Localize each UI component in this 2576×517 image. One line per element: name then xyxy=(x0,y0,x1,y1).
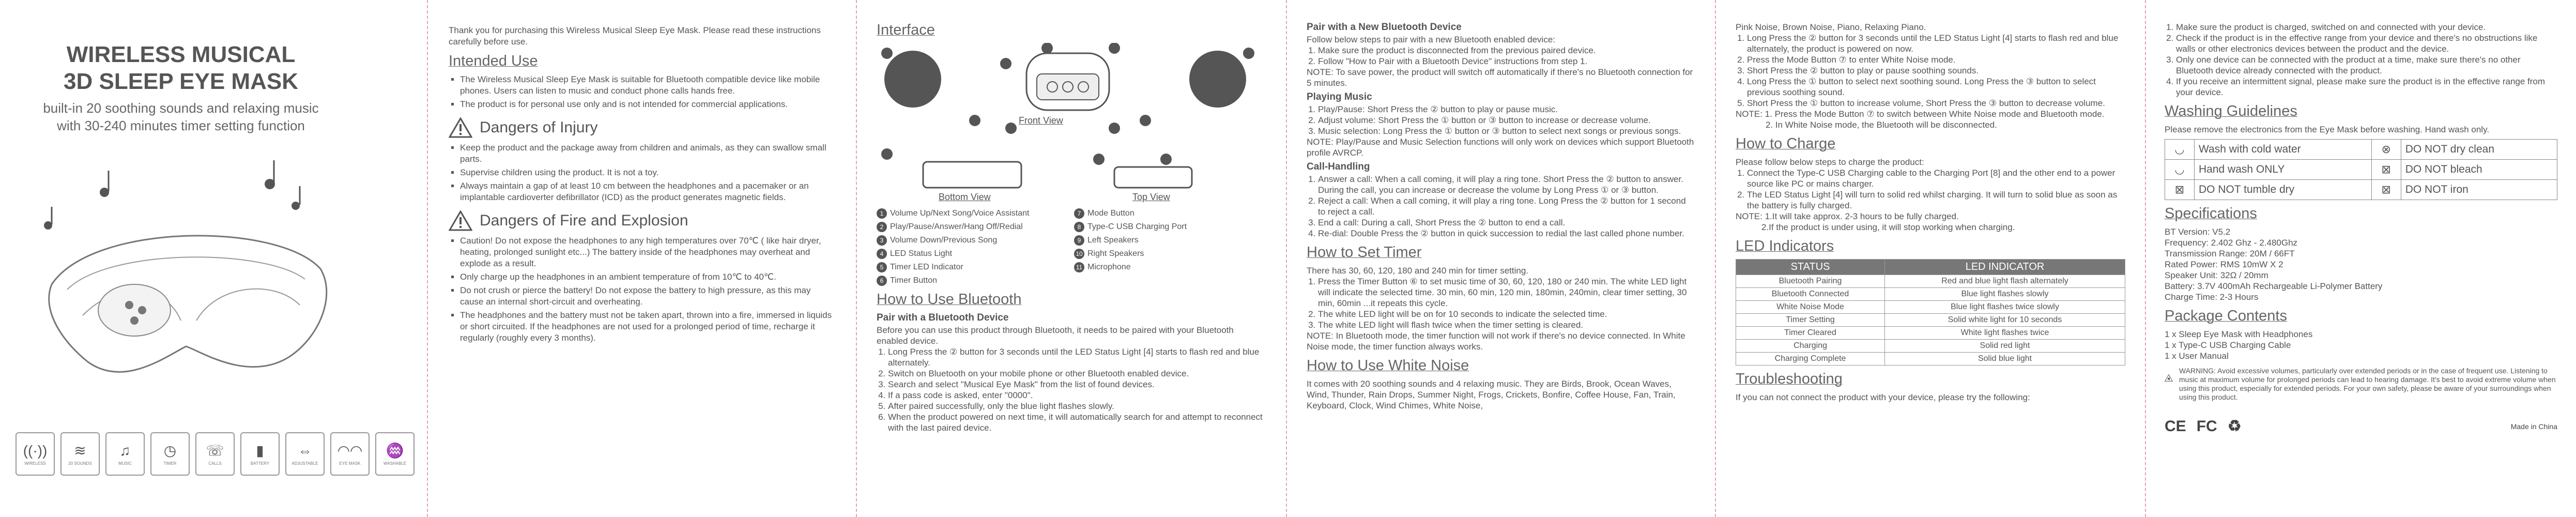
operation-panel xyxy=(1287,0,1716,517)
table-row xyxy=(1736,314,2125,327)
fire-title: Dangers of Fire and Explosion xyxy=(480,212,688,229)
legend-text: Play/Pause/Answer/Hang Off/Redial xyxy=(890,222,1023,231)
table-row xyxy=(2165,180,2557,200)
table-row xyxy=(1736,301,2125,314)
table-cell: White Noise Mode xyxy=(1736,301,1885,314)
front-view-label: Front View xyxy=(1019,115,1063,126)
list-item: 5. Short Press the ① button to increase volume, Short Press the ③ button to decrease volume. xyxy=(1747,98,2125,109)
list-item: 3. Only one device can be connected with the product at a time, make sure there's no other Bluetooth device already connected with the product. xyxy=(2176,54,2557,76)
legend-text: LED Status Light xyxy=(890,249,953,258)
legend-number: 11 xyxy=(1074,262,1084,272)
playing-steps xyxy=(1307,104,1695,136)
table-header-row xyxy=(1736,260,2125,275)
intended-use-list xyxy=(449,74,835,110)
table-cell: Bluetooth Pairing xyxy=(1736,275,1885,288)
timer-heading: How to Set Timer xyxy=(1307,244,1422,261)
led-heading: LED Indicators xyxy=(1736,238,1834,254)
list-item: ▪ Do not crush or pierce the battery! Do not expose the battery to high pressure, as this may cause an internal short-circuit and overheating. xyxy=(460,285,835,308)
icon-glyph: ≋ xyxy=(74,443,86,459)
table-cell: DO NOT tumble dry xyxy=(2195,180,2372,200)
icon-glyph: ◠◠ xyxy=(337,443,363,459)
package-list xyxy=(2165,329,2557,361)
legend-item xyxy=(877,276,1069,286)
icon-label: ADJUSTABLE xyxy=(292,461,318,466)
timer-intro: There has 30, 60, 120, 180 and 240 min for timer setting. xyxy=(1307,266,1529,276)
list-item: 1. Answer a call: When a call coming, it will play a ring tone. Short Press the ② button to answer. During the call, you can increase or decrease the volume by Long Press ① or ③ button. xyxy=(1318,174,1695,195)
specs-panel xyxy=(2146,0,2576,517)
list-item: 4. If you receive an intermittent signal, please make sure the product is in the effective range from your device. xyxy=(2176,76,2557,98)
new-pair-intro: Follow below steps to pair with a new Bluetooth enabled device: xyxy=(1307,35,1556,44)
spec-line: Rated Power: RMS 10mW X 2 xyxy=(2165,260,2283,269)
hearing-warning xyxy=(2165,367,2557,402)
package-heading: Package Contents xyxy=(2165,308,2287,324)
legend-text: Microphone xyxy=(1087,263,1131,271)
safety-panel xyxy=(428,0,857,517)
legend-text: Type-C USB Charging Port xyxy=(1087,222,1187,231)
troubleshooting-intro: If you can not connect the product with your device, please try the following: xyxy=(1736,392,2030,402)
troubleshooting-heading: Troubleshooting xyxy=(1736,371,1843,387)
list-item: 2. Follow "How to Pair with a Bluetooth Device" instructions from step 1. xyxy=(1318,56,1695,67)
noise-steps xyxy=(1736,33,2125,109)
cover-panel xyxy=(0,0,428,517)
new-pair-note: NOTE: To save power, the product will switch off automatically if there's no Bluetooth connection for 5 minutes. xyxy=(1307,67,1693,88)
table-row xyxy=(1736,288,2125,301)
adjustable-icon xyxy=(285,432,325,476)
legend-text: Volume Down/Previous Song xyxy=(890,236,998,245)
noise-cont-text: Pink Noise, Brown Noise, Piano, Relaxing Piano. xyxy=(1736,22,1926,32)
legend-number: 10 xyxy=(1074,249,1084,259)
top-view-label: Top View xyxy=(1132,192,1170,202)
list-item: 2. Press the Mode Button ⑦ to enter White Noise mode. xyxy=(1747,54,2125,65)
certification-marks xyxy=(2165,417,2557,435)
legend-number: 4 xyxy=(877,249,887,259)
list-item: ▪ Keep the product and the package away from children and animals, as they can swallow small parts. xyxy=(460,142,835,165)
playing-note: NOTE: Play/Pause and Music Selection functions will only work on devices which support Bluetooth profile AVRCP. xyxy=(1307,137,1694,158)
warning-triangle-icon xyxy=(449,210,472,231)
charge-note-2: 2.If the product is under using, it will stop working when charging. xyxy=(1761,222,2015,232)
table-cell: Solid blue light xyxy=(1885,353,2125,366)
icon-label: BATTERY xyxy=(250,461,270,466)
intended-use-heading: Intended Use xyxy=(449,53,538,69)
spec-line: BT Version: V5.2 xyxy=(2165,227,2231,237)
white-noise-heading: How to Use White Noise xyxy=(1307,357,1469,374)
spec-line: Speaker Unit: 32Ω / 20mm xyxy=(2165,270,2268,280)
list-item: ▪ Supervise children using the product. It is not a toy. xyxy=(460,167,835,178)
list-item: ▪ Only charge up the headphones in an ambient temperature of from 10℃ to 40℃. xyxy=(460,271,835,283)
list-item: 1. Make sure the product is disconnected from the previous paired device. xyxy=(1318,45,1695,56)
led-table xyxy=(1736,259,2125,366)
table-cell: Solid white light for 10 seconds xyxy=(1885,314,2125,327)
table-cell: Wash with cold water xyxy=(2195,140,2372,160)
timer-icon xyxy=(150,432,190,476)
pair-steps xyxy=(877,346,1266,433)
table-row xyxy=(1736,275,2125,288)
device-diagram-svg xyxy=(877,43,1267,250)
made-in-label: Made in China xyxy=(2510,422,2557,431)
icon-glyph: ♒ xyxy=(386,443,404,459)
legend-item xyxy=(1074,262,1266,272)
intro-text: Thank you for purchasing this Wireless Musical Sleep Eye Mask. Please read these instructions carefully before use. xyxy=(449,25,821,47)
icon-label: WIRELESS xyxy=(24,461,46,466)
injury-title: Dangers of Injury xyxy=(480,119,598,136)
status-header: STATUS xyxy=(1736,260,1885,275)
table-cell: Charging Complete xyxy=(1736,353,1885,366)
table-cell: DO NOT iron xyxy=(2401,180,2557,200)
legend-text: Mode Button xyxy=(1087,209,1134,218)
no-dry-clean-icon: ⊗ xyxy=(2371,140,2401,160)
list-item: 3. Short Press the ② button to play or pause soothing sounds. xyxy=(1747,65,2125,76)
eye-mask-illustration xyxy=(31,150,341,419)
package-line: 1 x Type-C USB Charging Cable xyxy=(2165,340,2291,350)
music-icon xyxy=(105,432,145,476)
warning-triangle-icon xyxy=(449,117,472,138)
new-pair-heading: Pair with a New Bluetooth Device xyxy=(1307,22,1462,33)
list-item: ▪ The headphones and the battery must not be taken apart, thrown into a fire, immersed in liquids or short circuited. If the headphones are not used for a prolonged period of time, recharge it regularly (roughly every 3 months). xyxy=(460,310,835,344)
table-row xyxy=(1736,327,2125,340)
table-cell: Hand wash ONLY xyxy=(2195,160,2372,180)
table-row xyxy=(2165,160,2557,180)
specs-heading: Specifications xyxy=(2165,205,2257,222)
legend-item xyxy=(877,262,1069,272)
table-cell: Red and blue light flash alternately xyxy=(1885,275,2125,288)
table-cell: Timer Setting xyxy=(1736,314,1885,327)
call-heading: Call-Handling xyxy=(1307,161,1370,172)
new-pair-steps xyxy=(1307,45,1695,67)
table-row xyxy=(2165,140,2557,160)
indicator-header: LED INDICATOR xyxy=(1885,260,2125,275)
white-noise-text: It comes with 20 soothing sounds and 4 relaxing music. They are Birds, Brook, Ocean Waves, Wind, Thunder, Rain Drops, Summer Night, Frogs, Crickets, Bonfire, Coffee House, Fan, Train, Keyboard, Clock, Wind Chimes, White Noise, xyxy=(1307,379,1676,410)
legend-number: 8 xyxy=(1074,222,1084,232)
hand-wash-icon: ◡ xyxy=(2165,160,2195,180)
legend-text: Left Speakers xyxy=(1087,236,1139,245)
subtitle-line2: with 30-240 minutes timer setting function xyxy=(57,118,305,133)
injury-list xyxy=(449,142,835,203)
sounds-icon xyxy=(60,432,100,476)
package-line: 1 x Sleep Eye Mask with Headphones xyxy=(2165,329,2313,339)
charge-intro: Please follow below steps to charge the product: xyxy=(1736,157,1924,167)
list-item: 1. Play/Pause: Short Press the ② button to play or pause music. xyxy=(1318,104,1695,115)
recycle-icon: ♻ xyxy=(2227,418,2242,435)
icon-label: MUSIC xyxy=(118,461,132,466)
wireless-icon xyxy=(16,432,55,476)
list-item: 2. The white LED light will be on for 10 seconds to indicate the selected time. xyxy=(1318,309,1695,320)
troubleshooting-steps xyxy=(2165,22,2557,98)
charge-note-1: NOTE: 1.It will take approx. 2-3 hours to be fully charged. xyxy=(1736,211,1959,221)
list-item: ▪ Always maintain a gap of at least 10 cm between the headphones and a pacemaker or an implantable cardioverter defibrillator (ICD) as the product generates magnetic fields. xyxy=(460,180,835,203)
specs-list xyxy=(2165,226,2557,302)
list-item: 2. Reject a call: When a call coming, it will play a ring tone. Long Press the ② button for 1 second to reject a call. xyxy=(1318,195,1695,217)
spec-line: Transmission Range: 20M / 66FT xyxy=(2165,249,2295,258)
icon-label: WASHABLE xyxy=(383,461,407,466)
list-item: ▪ Caution! Do not expose the headphones to any high temperatures over 70℃ ( like hair dryer, heating, prolonged sunlight etc...) The battery inside of the headphones may overheat and explode as a result. xyxy=(460,235,835,269)
noise-note-2: 2. In White Noise mode, the Bluetooth will be disconnected. xyxy=(1766,120,1997,130)
warning-text: WARNING: Avoid excessive volumes, particularly over extended periods or in the case of frequent use. Listening to music at maximum volume for prolonged periods can lead to hearing damage. It's best to avoid extreme volume when using this product, especially for extended periods. For your own safety, please be aware of your surroundings when using this product. xyxy=(2179,367,2556,401)
legend-item xyxy=(1074,249,1266,259)
product-title xyxy=(0,41,362,95)
table-cell: Solid red light xyxy=(1885,340,2125,353)
fcc-mark-icon: FC xyxy=(2196,417,2217,435)
legend-number: 6 xyxy=(877,276,887,286)
icon-label: CALLS xyxy=(208,461,222,466)
list-item: 5. After paired successfully, only the blue light flashes slowly. xyxy=(888,401,1266,412)
battery-icon xyxy=(240,432,280,476)
table-cell: Blue light flashes twice slowly xyxy=(1885,301,2125,314)
no-iron-icon: ⊠ xyxy=(2371,180,2401,200)
list-item: 4. If a pass code is asked, enter "0000". xyxy=(888,390,1266,401)
list-item: 3. Search and select "Musical Eye Mask" from the list of found devices. xyxy=(888,379,1266,390)
package-line: 1 x User Manual xyxy=(2165,351,2229,361)
mask-icon xyxy=(330,432,370,476)
icon-label: TIMER xyxy=(163,461,177,466)
no-bleach-icon: ⊠ xyxy=(2371,160,2401,180)
charge-heading: How to Charge xyxy=(1736,135,1836,152)
table-cell: Bluetooth Connected xyxy=(1736,288,1885,301)
cold-wash-icon: ◡ xyxy=(2165,140,2195,160)
icon-glyph: ((·)) xyxy=(23,442,48,459)
ce-mark-icon: CE xyxy=(2165,417,2186,435)
spec-line: Charge Time: 2-3 Hours xyxy=(2165,292,2259,302)
icon-glyph: ▮ xyxy=(256,443,264,459)
injury-heading xyxy=(449,117,835,138)
list-item: 1. Make sure the product is charged, switched on and connected with your device. xyxy=(2176,22,2557,33)
table-cell: Charging xyxy=(1736,340,1885,353)
washable-icon xyxy=(375,432,415,476)
call-steps xyxy=(1307,174,1695,239)
legend-number: 7 xyxy=(1074,208,1084,219)
legend-number: 2 xyxy=(877,222,887,232)
call-icon xyxy=(195,432,235,476)
list-item: 2. Adjust volume: Short Press the ① button or ③ button to increase or decrease volume. xyxy=(1318,115,1695,126)
icon-glyph: ♫ xyxy=(119,442,131,459)
icon-glyph: ◷ xyxy=(163,443,177,459)
interface-heading: Interface xyxy=(877,22,935,38)
table-cell: Blue light flashes slowly xyxy=(1885,288,2125,301)
interface-diagram xyxy=(877,43,1266,250)
list-item: ▪ The product is for personal use only and is not intended for commercial applications. xyxy=(460,99,835,110)
fire-heading xyxy=(449,210,835,231)
list-item: ▪ The Wireless Musical Sleep Eye Mask is suitable for Bluetooth compatible device like mobile phones. Users can listen to music and conduct phone calls hands free. xyxy=(460,74,835,97)
icon-label: EYE MASK xyxy=(339,461,361,466)
subtitle-line1: built-in 20 soothing sounds and relaxing music xyxy=(43,100,319,116)
table-cell: Timer Cleared xyxy=(1736,327,1885,340)
no-tumble-dry-icon: ⊠ xyxy=(2165,180,2195,200)
feature-icons-row xyxy=(16,432,415,476)
hearing-warning-icon xyxy=(2165,367,2173,389)
list-item: 2. The LED Status Light [4] will turn to solid red whilst charging. It will turn to solid blue as soon as the battery is fully charged. xyxy=(1747,189,2125,211)
washing-table xyxy=(2165,139,2557,200)
icon-glyph: ☏ xyxy=(206,443,224,459)
bluetooth-heading: How to Use Bluetooth xyxy=(877,291,1022,308)
washing-intro: Please remove the electronics from the Eye Mask before washing. Hand wash only. xyxy=(2165,125,2490,134)
noise-note-1: NOTE: 1. Press the Mode Button ⑦ to switch between White Noise mode and Bluetooth mode. xyxy=(1736,109,2105,119)
title-line1: WIRELESS MUSICAL xyxy=(66,42,296,67)
pair-intro: Before you can use this product through Bluetooth, it needs to be paired with your Bluetooth enabled device. xyxy=(877,325,1234,346)
list-item: 1. Long Press the ② button for 3 seconds until the LED Status Light [4] starts to flash red and blue alternately, the product is powered on now. xyxy=(1747,33,2125,54)
table-row xyxy=(1736,340,2125,353)
washing-heading: Washing Guidelines xyxy=(2165,103,2297,119)
table-cell: White light flashes twice xyxy=(1885,327,2125,340)
legend-text: Timer Button xyxy=(890,276,937,285)
list-item: 3. Music selection: Long Press the ① button or ③ button to select next songs or previous songs. xyxy=(1318,126,1695,136)
fire-list xyxy=(449,235,835,344)
list-item: 1. Press the Timer Button ⑥ to set music time of 30, 60, 120, 180 or 240 min. The white LED light will indicate the selected time. 30 min, 60 min, 120 min, 180min, 240min, clear timer setting, 30 min, 60min ...it repeats this cycle. xyxy=(1318,276,1695,309)
icon-glyph: ⇔ xyxy=(298,442,312,459)
spec-line: Battery: 3.7V 400mAh Rechargeable Li-Polymer Battery xyxy=(2165,281,2383,291)
list-item: 2. Check if the product is in the effective range from your device and there's no obstructions like walls or other electronics devices between the product and the device. xyxy=(2176,33,2557,54)
bottom-view-label: Bottom View xyxy=(939,192,991,202)
legend-number: 9 xyxy=(1074,235,1084,246)
playing-heading: Playing Music xyxy=(1307,92,1372,102)
list-item: 1. Connect the Type-C USB Charging cable to the Charging Port [8] and the other end to a power source like PC or mains charger. xyxy=(1747,168,2125,189)
legend-text: Right Speakers xyxy=(1087,249,1144,258)
list-item: 3. End a call: During a call, Short Press the ② button to end a call. xyxy=(1318,217,1695,228)
spec-line: Frequency: 2.402 Ghz - 2.480Ghz xyxy=(2165,238,2298,248)
legend-text: Timer LED Indicator xyxy=(890,263,963,271)
legend-text: Volume Up/Next Song/Voice Assistant xyxy=(890,209,1030,218)
timer-steps xyxy=(1307,276,1695,330)
legend-number: 5 xyxy=(877,262,887,272)
product-subtitle xyxy=(16,99,346,134)
table-row xyxy=(1736,353,2125,366)
charge-steps xyxy=(1736,168,2125,211)
legend-number: 1 xyxy=(877,208,887,219)
list-item: 4. Re-dial: Double Press the ② button in quick succession to redial the last called phone number. xyxy=(1318,228,1695,239)
pair-heading: Pair with a Bluetooth Device xyxy=(877,312,1009,323)
list-item: 1. Long Press the ② button for 3 seconds until the LED Status Light [4] starts to flash red and blue alternately. xyxy=(888,346,1266,368)
icon-label: 20 SOUNDS xyxy=(68,461,92,466)
list-item: 2. Switch on Bluetooth on your mobile phone or other Bluetooth enabled device. xyxy=(888,368,1266,379)
list-item: 3. The white LED light will flash twice when the timer setting is cleared. xyxy=(1318,320,1695,330)
table-cell: DO NOT dry clean xyxy=(2401,140,2557,160)
title-line2: 3D SLEEP EYE MASK xyxy=(64,69,298,94)
table-cell: DO NOT bleach xyxy=(2401,160,2557,180)
list-item: 4. Long Press the ① button to select next soothing sound. Long Press the ③ button to select previous soothing sound. xyxy=(1747,76,2125,98)
list-item: 6. When the product powered on next time, it will automatically search for and attempt to reconnect with the last paired device. xyxy=(888,412,1266,433)
timer-note: NOTE: In Bluetooth mode, the timer function will not work if there's no device connected. In White Noise mode, the timer function always works. xyxy=(1307,331,1685,352)
legend-number: 3 xyxy=(877,235,887,246)
interface-panel xyxy=(857,0,1287,517)
legend-item xyxy=(877,249,1069,259)
noise-charge-panel xyxy=(1716,0,2146,517)
